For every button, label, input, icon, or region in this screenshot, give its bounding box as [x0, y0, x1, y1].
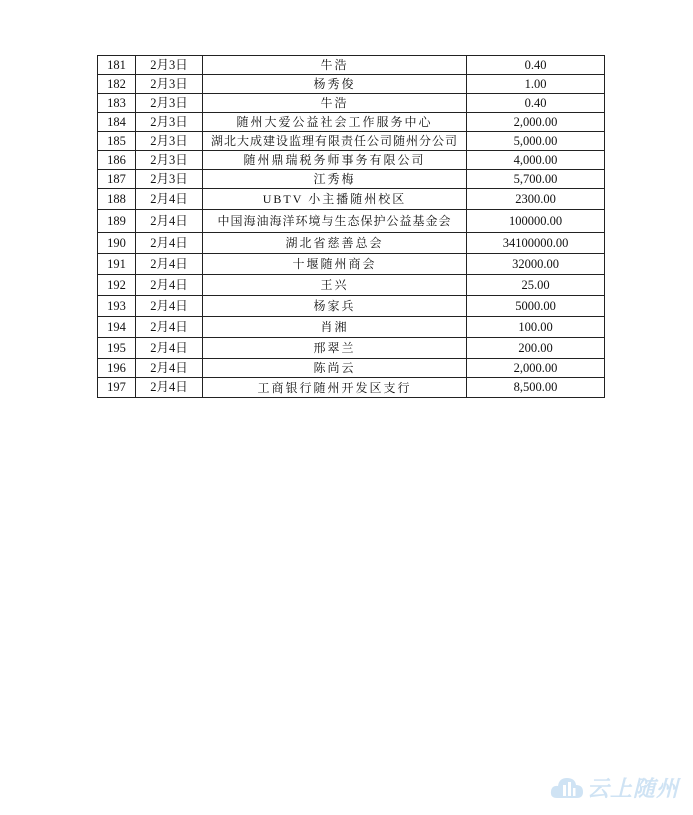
row-donor: 湖北省慈善总会 — [203, 233, 467, 254]
row-amount: 32000.00 — [467, 254, 605, 275]
row-date: 2月4日 — [136, 189, 203, 210]
row-date: 2月4日 — [136, 210, 203, 233]
row-donor: 牛浩 — [203, 94, 467, 113]
row-date: 2月4日 — [136, 296, 203, 317]
row-number: 183 — [98, 94, 136, 113]
row-donor: 邢翠兰 — [203, 338, 467, 359]
table-row — [98, 189, 605, 210]
row-donor: 杨秀俊 — [203, 75, 467, 94]
table-row — [98, 317, 605, 338]
row-number: 189 — [98, 210, 136, 233]
row-amount: 0.40 — [467, 56, 605, 75]
row-date: 2月4日 — [136, 317, 203, 338]
row-amount: 2,000.00 — [467, 359, 605, 378]
watermark-text: 云上随州 — [587, 776, 680, 802]
row-number: 194 — [98, 317, 136, 338]
table-row — [98, 378, 605, 398]
table-row — [98, 56, 605, 75]
table-row — [98, 359, 605, 378]
row-date: 2月3日 — [136, 132, 203, 151]
row-number: 186 — [98, 151, 136, 170]
donation-table — [97, 55, 605, 398]
row-number: 184 — [98, 113, 136, 132]
row-amount: 34100000.00 — [467, 233, 605, 254]
row-donor: 十堰随州商会 — [203, 254, 467, 275]
table-row — [98, 113, 605, 132]
table-row — [98, 210, 605, 233]
row-donor: 杨家兵 — [203, 296, 467, 317]
row-amount: 5000.00 — [467, 296, 605, 317]
row-donor: 湖北大成建设监理有限责任公司随州分公司 — [203, 132, 467, 151]
table-row — [98, 275, 605, 296]
cloud-building-icon — [549, 772, 585, 802]
table-row — [98, 254, 605, 275]
table-row — [98, 151, 605, 170]
row-donor: 随州鼎瑞税务师事务有限公司 — [203, 151, 467, 170]
row-amount: 100000.00 — [467, 210, 605, 233]
row-number: 182 — [98, 75, 136, 94]
row-date: 2月4日 — [136, 233, 203, 254]
watermark — [549, 770, 679, 804]
row-amount: 8,500.00 — [467, 378, 605, 398]
row-date: 2月4日 — [136, 275, 203, 296]
row-date: 2月3日 — [136, 94, 203, 113]
row-number: 197 — [98, 378, 136, 398]
row-amount: 5,000.00 — [467, 132, 605, 151]
table-row — [98, 75, 605, 94]
row-date: 2月4日 — [136, 254, 203, 275]
row-amount: 5,700.00 — [467, 170, 605, 189]
row-date: 2月3日 — [136, 151, 203, 170]
row-amount: 1.00 — [467, 75, 605, 94]
row-donor: 肖湘 — [203, 317, 467, 338]
row-amount: 2300.00 — [467, 189, 605, 210]
row-date: 2月3日 — [136, 75, 203, 94]
row-date: 2月3日 — [136, 113, 203, 132]
table-row — [98, 170, 605, 189]
row-number: 193 — [98, 296, 136, 317]
row-donor: 王兴 — [203, 275, 467, 296]
row-number: 181 — [98, 56, 136, 75]
row-number: 185 — [98, 132, 136, 151]
row-donor: UBTV 小主播随州校区 — [203, 189, 467, 210]
row-number: 196 — [98, 359, 136, 378]
row-amount: 100.00 — [467, 317, 605, 338]
table-row — [98, 296, 605, 317]
row-number: 190 — [98, 233, 136, 254]
row-amount: 2,000.00 — [467, 113, 605, 132]
row-number: 195 — [98, 338, 136, 359]
row-number: 188 — [98, 189, 136, 210]
row-donor: 牛浩 — [203, 56, 467, 75]
row-amount: 0.40 — [467, 94, 605, 113]
row-donor: 中国海油海洋环境与生态保护公益基金会 — [203, 210, 467, 233]
row-number: 192 — [98, 275, 136, 296]
row-number: 191 — [98, 254, 136, 275]
row-donor: 陈尚云 — [203, 359, 467, 378]
row-date: 2月3日 — [136, 170, 203, 189]
row-date: 2月4日 — [136, 338, 203, 359]
row-number: 187 — [98, 170, 136, 189]
table-row — [98, 94, 605, 113]
row-amount: 200.00 — [467, 338, 605, 359]
table-row — [98, 132, 605, 151]
row-amount: 4,000.00 — [467, 151, 605, 170]
table-row — [98, 338, 605, 359]
row-donor: 随州大爱公益社会工作服务中心 — [203, 113, 467, 132]
row-amount: 25.00 — [467, 275, 605, 296]
table-row — [98, 233, 605, 254]
row-date: 2月4日 — [136, 378, 203, 398]
row-date: 2月3日 — [136, 56, 203, 75]
row-donor: 工商银行随州开发区支行 — [203, 378, 467, 398]
row-donor: 江秀梅 — [203, 170, 467, 189]
row-date: 2月4日 — [136, 359, 203, 378]
